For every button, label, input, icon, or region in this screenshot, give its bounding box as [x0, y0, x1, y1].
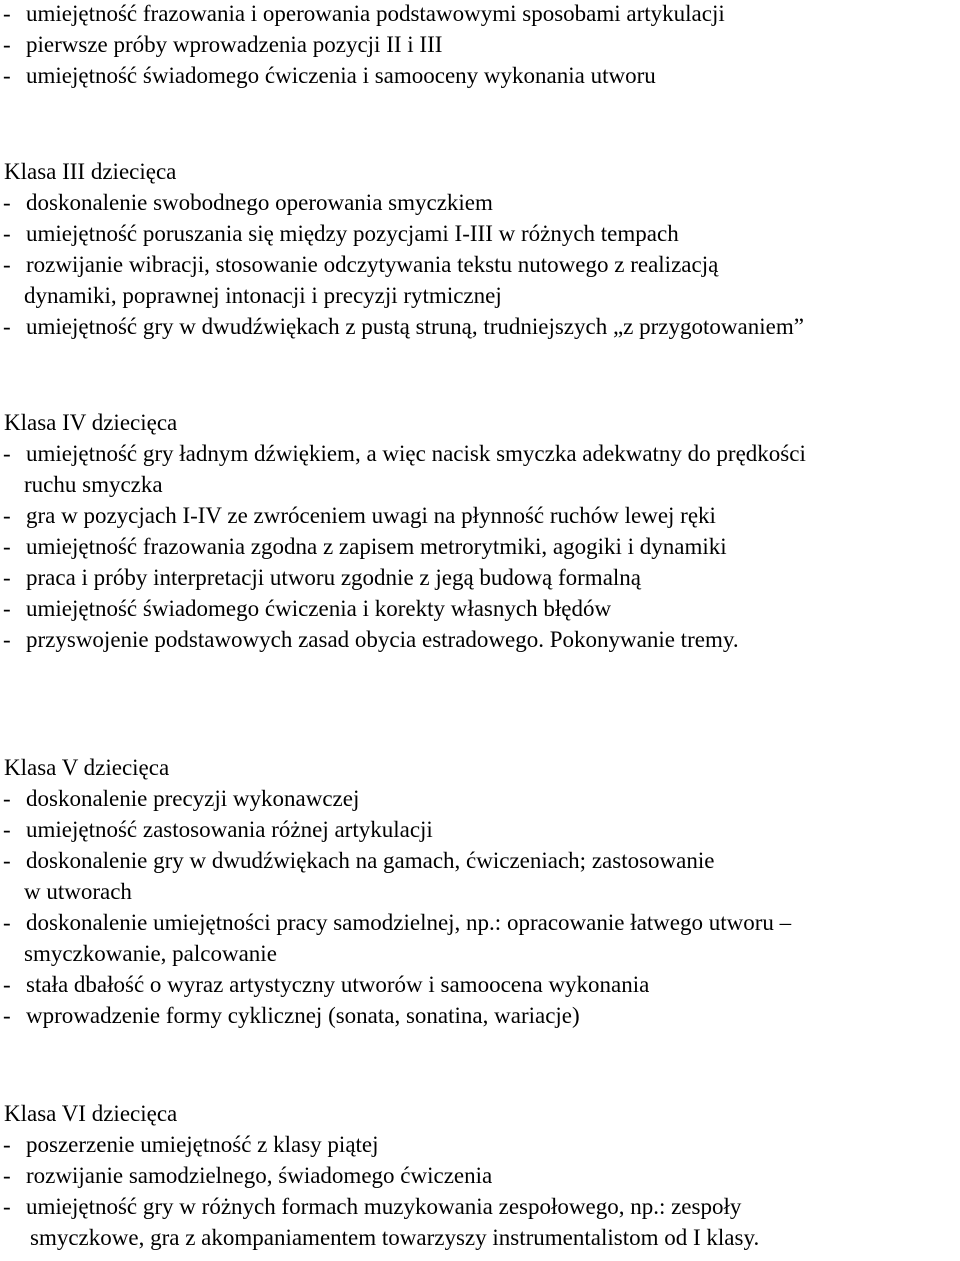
list-item-text: pierwsze próby wprowadzenia pozycji II i III [26, 32, 443, 57]
list-item-text: poszerzenie umiejętność z klasy piątej [26, 1132, 379, 1157]
list-item-text: rozwijanie samodzielnego, świadomego ćwiczenia [26, 1163, 493, 1188]
list-item-continuation: smyczkowanie, palcowanie [24, 941, 277, 966]
list-item-text: wprowadzenie formy cyklicznej (sonata, sonatina, wariacje) [26, 1003, 580, 1028]
section-heading-klasa-5: Klasa V dziecięca [4, 755, 170, 780]
list-dash: - [3, 627, 11, 652]
list-item-text: praca i próby interpretacji utworu zgodnie z jegą budową formalną [26, 565, 642, 590]
list-item-text: gra w pozycjach I-IV ze zwróceniem uwagi na płynność ruchów lewej ręki [26, 503, 716, 528]
list-dash: - [3, 32, 11, 57]
list-item-text: doskonalenie umiejętności pracy samodzielnej, np.: opracowanie łatwego utworu – [26, 910, 792, 935]
section-heading-klasa-3: Klasa III dziecięca [4, 159, 177, 184]
list-item-text: doskonalenie precyzji wykonawczej [26, 786, 360, 811]
list-dash: - [3, 1, 11, 26]
section-heading-klasa-6: Klasa VI dziecięca [4, 1101, 178, 1126]
list-item-text: umiejętność zastosowania różnej artykulacji [26, 817, 433, 842]
list-item-text: doskonalenie gry w dwudźwiękach na gamach, ćwiczeniach; zastosowanie [26, 848, 715, 873]
list-dash: - [3, 1003, 11, 1028]
list-item-text: rozwijanie wibracji, stosowanie odczytywania tekstu nutowego z realizacją [26, 252, 719, 277]
list-item-text: umiejętność gry ładnym dźwiękiem, a więc nacisk smyczka adekwatny do prędkości [26, 441, 806, 466]
list-dash: - [3, 1163, 11, 1188]
list-item-text: umiejętność świadomego ćwiczenia i korekty własnych błędów [26, 596, 612, 621]
list-dash: - [3, 252, 11, 277]
list-dash: - [3, 817, 11, 842]
list-dash: - [3, 441, 11, 466]
list-item-text: umiejętność frazowania i operowania podstawowymi sposobami artykulacji [26, 1, 725, 26]
list-item-continuation: smyczkowe, gra z akompaniamentem towarzyszy instrumentalistom od I klasy. [30, 1225, 760, 1250]
list-item-text: umiejętność gry w dwudźwiękach z pustą struną, trudniejszych „z przygotowaniem” [26, 314, 804, 339]
section-heading-klasa-4: Klasa IV dziecięca [4, 410, 178, 435]
list-dash: - [3, 596, 11, 621]
list-dash: - [3, 565, 11, 590]
list-dash: - [3, 1132, 11, 1157]
list-dash: - [3, 534, 11, 559]
list-item-continuation: dynamiki, poprawnej intonacji i precyzji rytmicznej [24, 283, 502, 308]
list-dash: - [3, 190, 11, 215]
list-item-text: przyswojenie podstawowych zasad obycia estradowego. Pokonywanie tremy. [26, 627, 739, 652]
list-dash: - [3, 910, 11, 935]
list-item-text: umiejętność frazowania zgodna z zapisem metrorytmiki, agogiki i dynamiki [26, 534, 727, 559]
list-dash: - [3, 314, 11, 339]
list-item-text: doskonalenie swobodnego operowania smyczkiem [26, 190, 493, 215]
list-dash: - [3, 221, 11, 246]
list-item-text: umiejętność poruszania się między pozycjami I-III w różnych tempach [26, 221, 679, 246]
list-item-continuation: w utworach [24, 879, 132, 904]
list-dash: - [3, 503, 11, 528]
list-dash: - [3, 1194, 11, 1219]
list-item-continuation: ruchu smyczka [24, 472, 163, 497]
list-dash: - [3, 972, 11, 997]
list-item-text: stała dbałość o wyraz artystyczny utworów i samoocena wykonania [26, 972, 650, 997]
list-item-text: umiejętność gry w różnych formach muzykowania zespołowego, np.: zespoły [26, 1194, 742, 1219]
list-item-text: umiejętność świadomego ćwiczenia i samooceny wykonania utworu [26, 63, 656, 88]
list-dash: - [3, 786, 11, 811]
list-dash: - [3, 848, 11, 873]
list-dash: - [3, 63, 11, 88]
